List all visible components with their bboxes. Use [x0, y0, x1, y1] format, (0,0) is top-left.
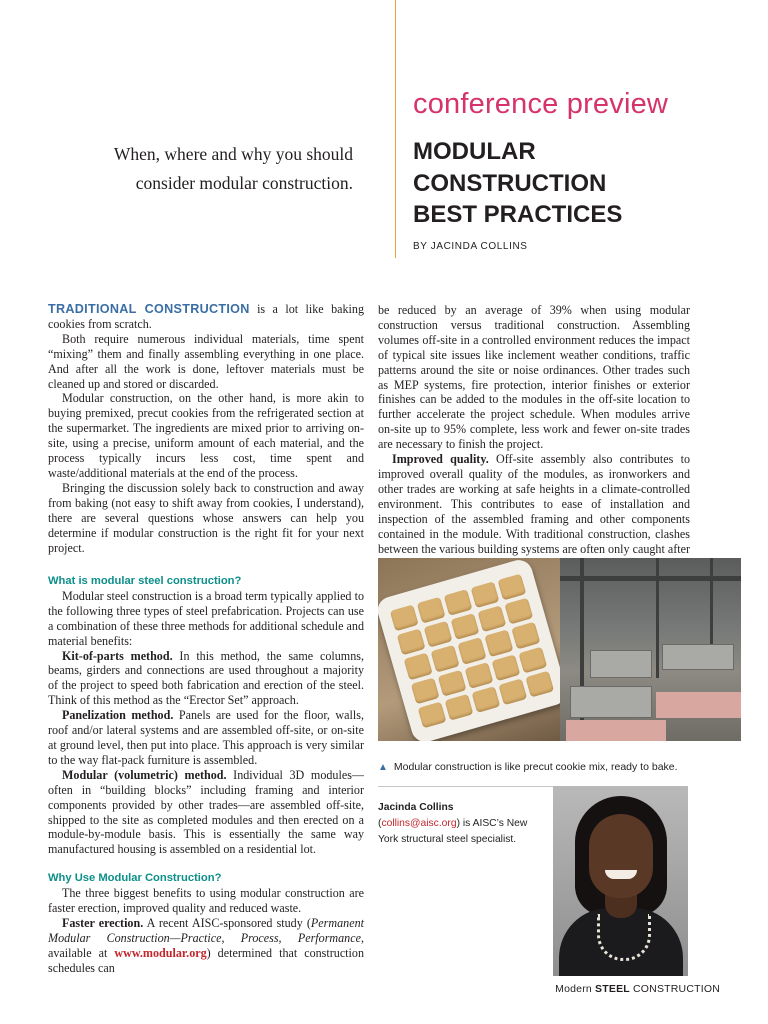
- sections-text: [48, 574, 364, 976]
- section-heading-why: Why Use Modular Construction?: [48, 872, 222, 885]
- intro-paragraph-2: Both require numerous individual materials, time spent “mixing” them and finally assembling everything in one place. And after all the work is done, leftover materials must be cleaned up and stored or discarded.: [48, 331, 364, 391]
- section1-paragraph-1: Modular steel construction is a broad term typically applied to the following three types of steel prefabrication. Projects can use a combination of these three methods for additional schedule and material benefits:: [48, 588, 364, 648]
- column-2-text: [378, 303, 690, 556]
- author-portrait: [553, 786, 688, 976]
- deck-line-2: consider modular construction.: [135, 173, 353, 193]
- cookie-tray: [378, 558, 570, 741]
- title-line-3: BEST PRACTICES: [413, 201, 623, 228]
- byline: BY JACINDA COLLINS: [413, 241, 528, 252]
- article-title: [413, 136, 622, 231]
- article-deck: [53, 140, 373, 198]
- factory-photo: [560, 558, 741, 741]
- column2-paragraph-1: be reduced by an average of 39% when using modular construction versus traditional construction. Assembling volumes off-site in a controlled environment reduces the impact of typical site issues like inclement weather conditions, traffic patterns around the site or noise ordinances. Other trades such as MEP systems, fire protection, interior finishes or exterior finishes can be added to the modules in the off-site location to further accelerate the project schedule. When modules arrive on-site up to 95% complete, less work and fewer on-site trades are necessary to finish the project.: [378, 303, 690, 452]
- panelization-paragraph: Panelization method. Panels are used for the floor, walls, roof and/or lateral systems and are assembled off-site, or on-site at ground level, then put into place. This approach is very similar to the way flat-pack furniture is assembled.: [48, 708, 364, 767]
- modular-org-link[interactable]: www.modular.org: [114, 945, 207, 960]
- section-label: conference preview: [413, 88, 669, 120]
- title-line-2: CONSTRUCTION: [413, 169, 607, 197]
- author-bio: Jacinda Collins (collins@aisc.org) is AISC’s New York structural steel specialist.: [378, 802, 528, 845]
- steel-module: [662, 644, 734, 670]
- steel-module: [570, 686, 652, 718]
- steel-module-pink: [566, 720, 666, 741]
- author-name: Jacinda Collins: [378, 802, 454, 813]
- faster-erection-paragraph: Faster erection. A recent AISC-sponsored study (Permanent Modular Construction—Practice, Process, Performance, available at www.modular.org) determined that construction schedules can: [48, 915, 364, 975]
- caption-triangle-icon: ▲: [378, 762, 388, 773]
- steel-module-pink: [656, 692, 741, 718]
- author-email-link[interactable]: collins@aisc.org: [381, 818, 457, 829]
- magazine-footer: Modern STEEL CONSTRUCTION: [555, 983, 720, 995]
- study-title: Permanent Modular Construction—Practice, Process, Performance: [48, 915, 364, 945]
- intro-paragraph-4: Bringing the discussion solely back to construction and away from baking (not easy to shift away from cookies, I understand), there are several questions whose answers can help you determine if modular construction is the right fit for your next project.: [48, 480, 364, 555]
- title-line-1: MODULAR: [413, 138, 536, 165]
- intro-text: [48, 302, 364, 555]
- intro-paragraph-1: TRADITIONAL CONSTRUCTION is a lot like baking cookies from scratch.: [48, 302, 364, 331]
- section2-paragraph-1: The three biggest benefits to using modular construction are faster erection, improved quality and reduced waste.: [48, 886, 364, 916]
- steel-module: [590, 650, 652, 678]
- cookie-grid: [390, 574, 554, 729]
- deck-line-1: When, where and why you should: [113, 144, 353, 164]
- modular-paragraph: Modular (volumetric) method. Individual 3D modules—often in “building blocks” including framing and interior components provided by other trades—are assembled off-site, shipped to the site as completed modules and then erected on a module-by-module basis. This is essentially the same way manufactured housing is assembled on a residential lot.: [48, 767, 364, 857]
- feature-photo: [378, 558, 741, 741]
- kit-of-parts-paragraph: Kit-of-parts method. In this method, the same columns, beams, girders and connections are used throughout a majority of the project to speed both fabrication and erection of the steel. Think of this method as the “Erector Set” approach.: [48, 648, 364, 708]
- photo-caption: ▲ Modular construction is like precut cookie mix, ready to bake.: [378, 761, 678, 773]
- section-heading-what: What is modular steel construction?: [48, 575, 242, 587]
- section-gap: [48, 857, 364, 871]
- factory-column: [656, 558, 659, 678]
- header-divider: [395, 0, 396, 258]
- lead-in: TRADITIONAL CONSTRUCTION: [48, 302, 250, 316]
- factory-beam: [560, 576, 741, 581]
- intro-paragraph-3: Modular construction, on the other hand, is more akin to buying premixed, precut cookies from the refrigerated section at the supermarket. The ingredients are mixed prior to arriving on-site, using a precise, uniform amount of each material, and the process typically incurs less cost, time spent and waste/additional materials at the end of the process.: [48, 391, 364, 480]
- improved-quality-paragraph: Improved quality. Off-site assembly also contributes to improved overall quality of the modules, as ironworkers and other trades are working at safe heights in a climate-controlled environment. This contributes to ease of installation and inspection of the assembled framing and other components contained in the module. With traditional construction, clashes between the various building systems are often only caught after: [378, 452, 690, 556]
- cookie-photo: [378, 558, 560, 741]
